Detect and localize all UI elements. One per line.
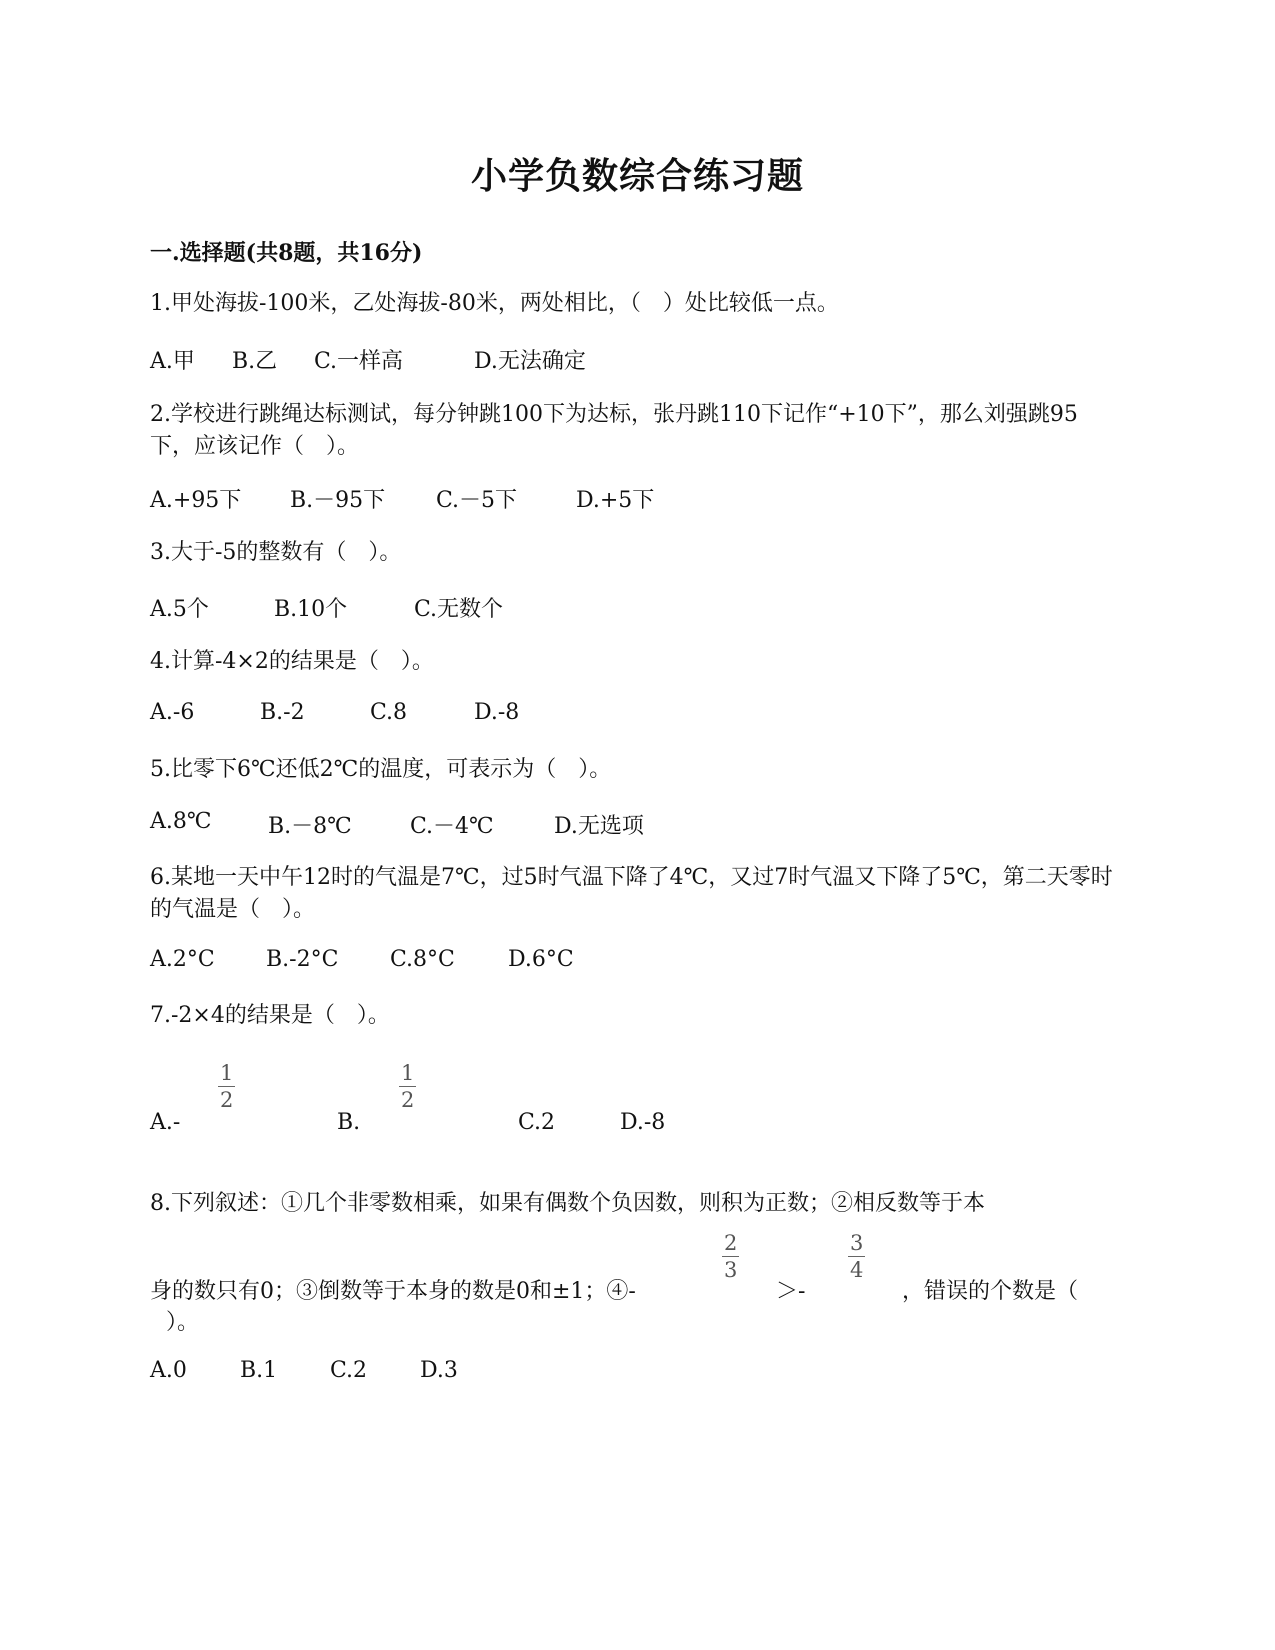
question-4-option-a: A.-6 xyxy=(150,700,195,725)
question-8-stem-line-2-b: ＞- xyxy=(776,1279,806,1304)
question-7-option-d: D.-8 xyxy=(620,1110,666,1135)
question-5-option-b: B.－8℃ xyxy=(268,814,352,839)
question-1-option-c: C.一样高 xyxy=(314,349,404,374)
question-5-option-d: D.无选项 xyxy=(554,814,644,839)
question-5-option-c: C.－4℃ xyxy=(410,814,494,839)
question-3-option-a: A.5个 xyxy=(150,597,209,622)
question-7-option-a: A.- xyxy=(150,1110,181,1135)
question-1-option-a: A.甲 xyxy=(150,349,195,374)
fraction-denominator: 4 xyxy=(850,1258,864,1282)
question-1-option-d: D.无法确定 xyxy=(474,349,586,374)
question-7-stem: 7.-2×4的结果是（ ）。 xyxy=(150,1003,390,1028)
question-8-option-c: C.2 xyxy=(330,1358,368,1383)
question-8-stem-line-2-a: 身的数只有0；③倒数等于本身的数是0和±1；④- xyxy=(150,1279,636,1304)
question-7-option-c: C.2 xyxy=(518,1110,556,1135)
question-7-fraction-b xyxy=(399,1062,416,1111)
fraction-bar xyxy=(218,1086,235,1087)
question-7-option-b: B. xyxy=(337,1110,361,1135)
question-8-option-b: B.1 xyxy=(240,1358,278,1383)
question-5-option-a: A.8℃ xyxy=(150,809,212,834)
question-3-option-c: C.无数个 xyxy=(414,597,504,622)
question-6-option-d: D.6°C xyxy=(508,947,574,972)
question-4-stem: 4.计算-4×2的结果是（ ）。 xyxy=(150,649,434,674)
question-8-fraction-a xyxy=(722,1232,739,1281)
fraction-bar xyxy=(722,1256,739,1257)
question-7-fraction-a xyxy=(218,1062,235,1111)
fraction-numerator: 1 xyxy=(220,1061,234,1085)
question-8-option-d: D.3 xyxy=(420,1358,458,1383)
question-3-stem: 3.大于-5的整数有（ ）。 xyxy=(150,540,402,565)
question-6-option-a: A.2°C xyxy=(150,947,215,972)
question-4-option-c: C.8 xyxy=(370,700,408,725)
page-title: 小学负数综合练习题 xyxy=(470,155,804,197)
question-8-stem-line-1: 8.下列叙述：①几个非零数相乘，如果有偶数个负因数，则积为正数；②相反数等于本 xyxy=(150,1191,985,1216)
question-2-option-c: C.－5下 xyxy=(436,488,518,513)
question-6-option-c: C.8°C xyxy=(390,947,455,972)
fraction-denominator: 2 xyxy=(401,1088,415,1112)
question-4-option-d: D.-8 xyxy=(474,700,520,725)
fraction-numerator: 1 xyxy=(401,1061,415,1085)
question-2-option-d: D.+5下 xyxy=(576,488,655,513)
question-8-stem-line-2-c: ，错误的个数是（ xyxy=(902,1279,1079,1304)
question-4-option-b: B.-2 xyxy=(260,700,305,725)
question-2-option-b: B.－95下 xyxy=(290,488,386,513)
question-3-option-b: B.10个 xyxy=(274,597,348,622)
section-heading: 一.选择题(共8题，共16分) xyxy=(150,240,423,266)
question-8-option-a: A.0 xyxy=(150,1358,187,1383)
question-5-stem: 5.比零下6℃还低2℃的温度，可表示为（ ）。 xyxy=(150,757,612,782)
question-2-stem: 2.学校进行跳绳达标测试，每分钟跳100下为达标，张丹跳110下记作“+10下”，那么刘强跳95下，应该记作（ ）。 xyxy=(150,402,1078,459)
fraction-denominator: 2 xyxy=(220,1088,234,1112)
question-8-stem-line-3: ）。 xyxy=(166,1310,200,1335)
question-1-option-b: B.乙 xyxy=(232,349,278,374)
fraction-numerator: 2 xyxy=(724,1231,738,1255)
question-6-stem: 6.某地一天中午12时的气温是7℃，过5时气温下降了4℃，又过7时气温又下降了5℃，第二天零时的气温是（ ）。 xyxy=(150,865,1113,922)
fraction-bar xyxy=(848,1256,865,1257)
fraction-numerator: 3 xyxy=(850,1231,864,1255)
fraction-denominator: 3 xyxy=(724,1258,738,1282)
question-2-option-a: A.+95下 xyxy=(150,488,242,513)
question-1-stem: 1.甲处海拔-100米，乙处海拔-80米，两处相比，（ ）处比较低一点。 xyxy=(150,291,839,316)
fraction-bar xyxy=(399,1086,416,1087)
question-8-fraction-b xyxy=(848,1232,865,1281)
question-6-option-b: B.-2°C xyxy=(266,947,339,972)
